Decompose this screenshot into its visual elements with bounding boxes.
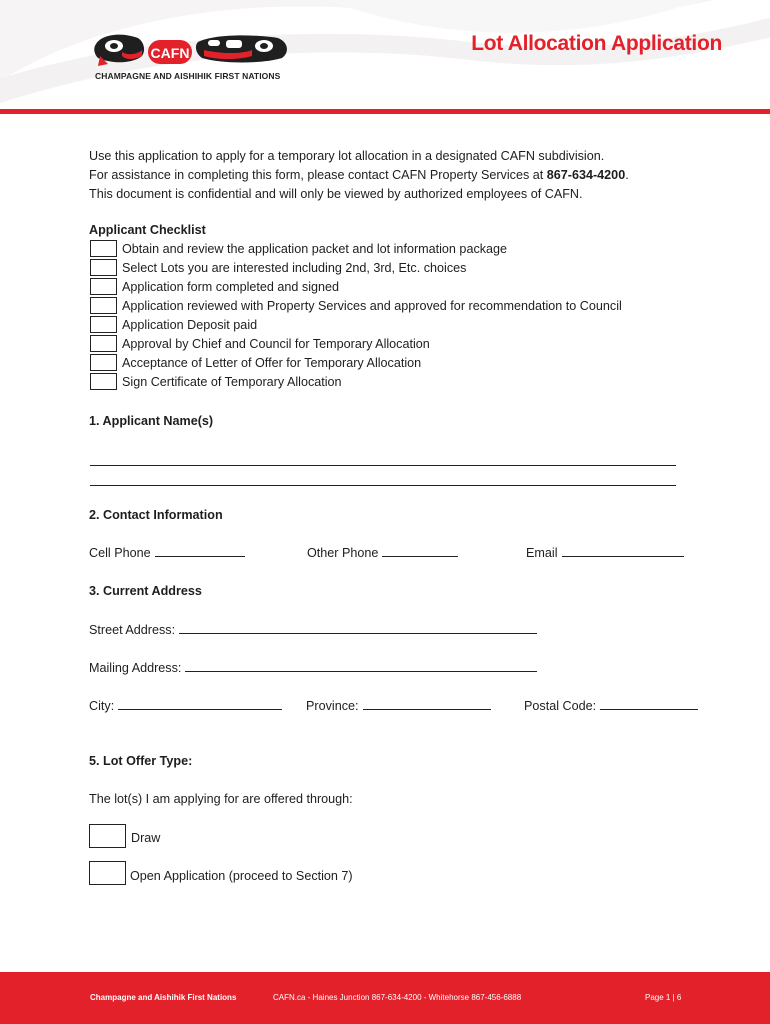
city-input[interactable]: [118, 698, 282, 710]
province-label: Province:: [306, 699, 359, 713]
intro-line-3: This document is confidential and will only be viewed by authorized employees of CAFN.: [89, 187, 583, 201]
section-1-title: 1. Applicant Name(s): [89, 414, 214, 428]
intro-line-2: [89, 166, 629, 185]
cell-phone-field: [89, 545, 245, 560]
intro-line-2-text: For assistance in completing this form, please contact CAFN Property Services at: [89, 168, 547, 182]
city-field: [89, 698, 282, 713]
page-title: Lot Allocation Application: [471, 32, 722, 55]
intro-line-2-end: .: [625, 168, 629, 182]
property-services-phone: 867-634-4200: [546, 168, 626, 182]
checkbox[interactable]: [90, 335, 117, 352]
mailing-address-field: [89, 660, 537, 675]
email-field: [526, 545, 684, 560]
checkbox[interactable]: [90, 240, 117, 257]
checklist-item-label: Select Lots you are interested including 2nd, 3rd, Etc. choices: [122, 261, 467, 275]
email-input[interactable]: [562, 545, 684, 557]
draw-checkbox[interactable]: [89, 824, 126, 848]
cell-phone-input[interactable]: [155, 545, 245, 557]
postal-code-input[interactable]: [600, 698, 698, 710]
page-footer: [0, 972, 770, 1024]
checklist-item-label: Obtain and review the application packet and lot information package: [122, 242, 508, 256]
checkbox[interactable]: [90, 354, 117, 371]
cell-phone-label: Cell Phone: [89, 546, 151, 560]
lot-offer-prompt: The lot(s) I am applying for are offered through:: [89, 792, 353, 806]
mailing-address-input[interactable]: [185, 660, 537, 672]
checklist-item-label: Application form completed and signed: [122, 280, 340, 294]
street-address-field: [89, 622, 537, 637]
checkbox[interactable]: [90, 278, 117, 295]
page-number: Page 1 | 6: [645, 993, 682, 1002]
open-application-checkbox[interactable]: [89, 861, 126, 885]
checkbox[interactable]: [90, 373, 117, 390]
checklist-item-label: Approval by Chief and Council for Temporary Allocation: [122, 337, 430, 351]
other-phone-input[interactable]: [382, 545, 458, 557]
draw-option-label: Draw: [131, 831, 161, 845]
footer-contact: CAFN.ca - Haines Junction 867-634-4200 - Whitehorse 867-456-6888: [273, 993, 522, 1002]
checklist-title: Applicant Checklist: [89, 223, 206, 237]
page-header: [0, 0, 770, 114]
other-phone-label: Other Phone: [307, 546, 379, 560]
checklist-item-label: Application reviewed with Property Services and approved for recommendation to Council: [122, 299, 622, 313]
checkbox[interactable]: [90, 316, 117, 333]
applicant-name-line-1[interactable]: [90, 465, 676, 466]
section-2-title: 2. Contact Information: [89, 508, 223, 522]
section-3-title: 3. Current Address: [89, 584, 202, 598]
province-field: [306, 698, 491, 713]
header-divider: [0, 109, 770, 114]
checklist-item-label: Application Deposit paid: [122, 318, 258, 332]
street-address-label: Street Address:: [89, 623, 176, 637]
intro-line-1: Use this application to apply for a temporary lot allocation in a designated CAFN subdivision.: [89, 149, 605, 163]
logo-text: CAFN: [150, 45, 190, 61]
applicant-name-line-2[interactable]: [90, 485, 676, 486]
mailing-address-label: Mailing Address:: [89, 661, 182, 675]
open-application-option-label: Open Application (proceed to Section 7): [130, 869, 353, 883]
checklist-item-label: Sign Certificate of Temporary Allocation: [122, 375, 342, 389]
email-label: Email: [526, 546, 558, 560]
checkbox[interactable]: [90, 259, 117, 276]
postal-code-label: Postal Code:: [524, 699, 597, 713]
org-name: CHAMPAGNE AND AISHIHIK FIRST NATIONS: [95, 71, 281, 81]
street-address-input[interactable]: [179, 622, 537, 634]
city-label: City:: [89, 699, 115, 713]
checkbox[interactable]: [90, 297, 117, 314]
province-input[interactable]: [363, 698, 491, 710]
postal-code-field: [524, 698, 698, 713]
section-5-title: 5. Lot Offer Type:: [89, 754, 193, 768]
other-phone-field: [307, 545, 458, 560]
footer-org-name: Champagne and Aishihik First Nations: [90, 993, 237, 1002]
checklist-item-label: Acceptance of Letter of Offer for Temporary Allocation: [122, 356, 422, 370]
